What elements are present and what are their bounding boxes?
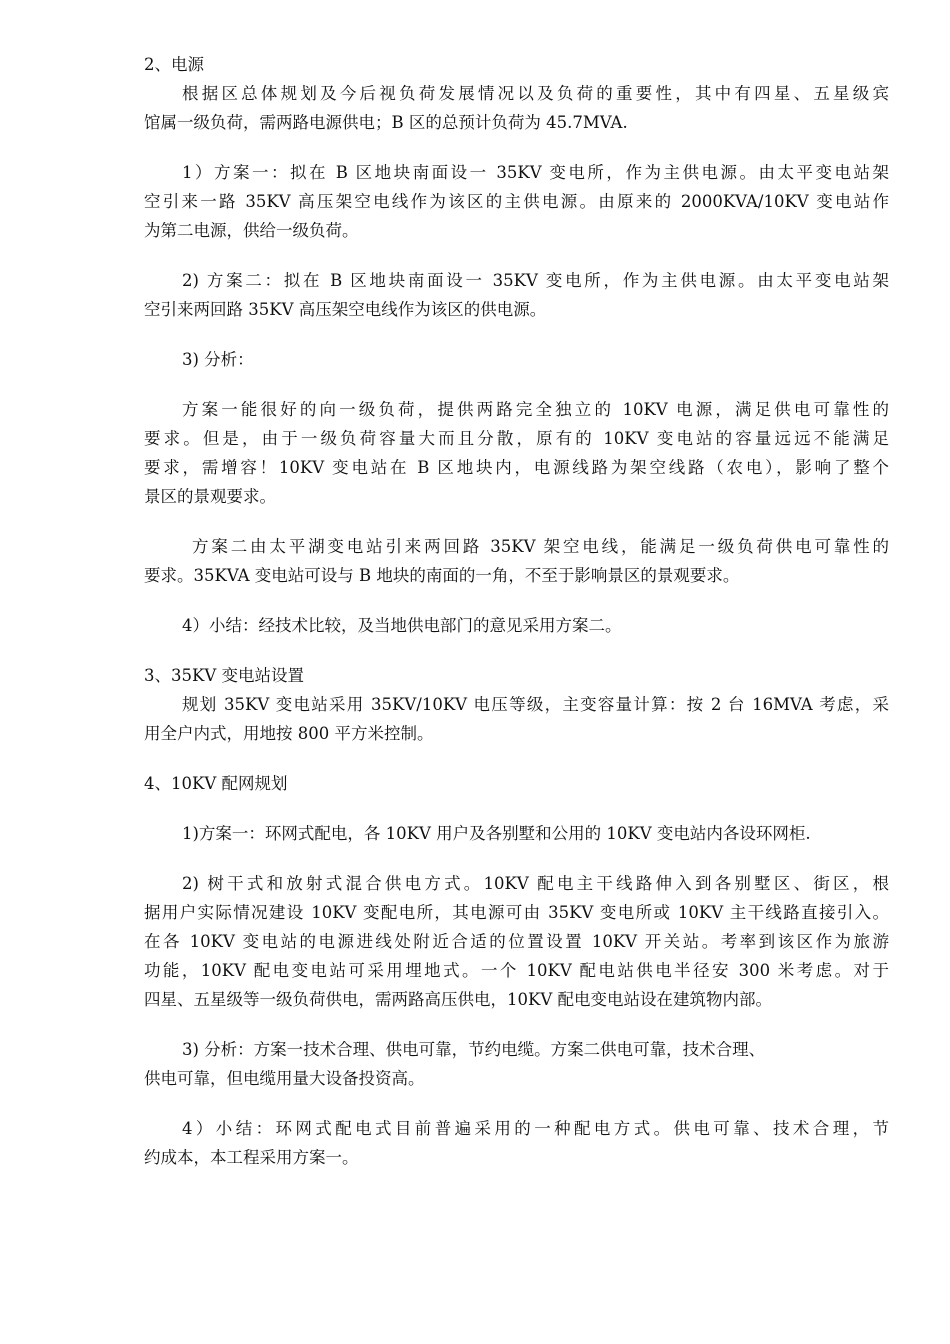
paragraph-line: 空引来两回路 35KV 高压架空电线作为该区的供电源。 — [144, 300, 547, 319]
paragraph-line: 4）小结：环网式配电式目前普遍采用的一种配电方式。供电可靠、技术合理，节 — [182, 1119, 889, 1138]
paragraph-line: 2) 树干式和放射式混合供电方式。10KV 配电主干线路伸入到各别墅区、街区，根 — [182, 874, 889, 893]
paragraph-line: 方案二由太平湖变电站引来两回路 35KV 架空电线，能满足一级负荷供电可靠性的 — [192, 537, 889, 556]
paragraph-line: 为第二电源，供给一级负荷。 — [144, 221, 359, 240]
paragraph-line: 四星、五星级等一级负荷供电，需两路高压供电，10KV 配电变电站设在建筑物内部。 — [144, 990, 772, 1009]
paragraph-line: 功能，10KV 配电变电站可采用埋地式。一个 10KV 配电站供电半径安 300 米考虑。对于 — [144, 961, 889, 980]
paragraph-line: 3) 分析： — [182, 350, 254, 369]
paragraph-line: 1）方案一：拟在 B 区地块南面设一 35KV 变电所，作为主供电源。由太平变电站架 — [182, 163, 889, 182]
paragraph-line: 规划 35KV 变电站采用 35KV/10KV 电压等级，主变容量计算：按 2 台 16MVA 考虑，采 — [182, 695, 889, 714]
paragraph-line: 空引来一路 35KV 高压架空电线作为该区的主供电源。由原来的 2000KVA/10KV 变电站作 — [144, 192, 889, 211]
section-heading-substation: 3、35KV 变电站设置 — [144, 666, 304, 685]
paragraph-line: 方案一能很好的向一级负荷，提供两路完全独立的 10KV 电源，满足供电可靠性的 — [182, 400, 889, 419]
paragraph-line: 4）小结：经技术比较，及当地供电部门的意见采用方案二。 — [182, 616, 622, 635]
section-heading-power: 2、电源 — [144, 55, 204, 74]
paragraph-line: 1)方案一：环网式配电，各 10KV 用户及各别墅和公用的 10KV 变电站内各设环网柜. — [182, 824, 811, 843]
paragraph-line: 要求，需增容！10KV 变电站在 B 区地块内，电源线路为架空线路（农电），影响了整个 — [144, 458, 889, 477]
paragraph-line: 3) 分析：方案一技术合理、供电可靠，节约电缆。方案二供电可靠，技术合理、 — [182, 1040, 766, 1059]
paragraph-line: 在各 10KV 变电站的电源进线处附近合适的位置设置 10KV 开关站。考率到该区作为旅游 — [144, 932, 889, 951]
paragraph-line: 馆属一级负荷，需两路电源供电；B 区的总预计负荷为 45.7MVA. — [144, 113, 628, 132]
paragraph-line: 根据区总体规划及今后视负荷发展情况以及负荷的重要性，其中有四星、五星级宾 — [182, 84, 889, 103]
paragraph-line: 景区的景观要求。 — [144, 487, 276, 506]
section-heading-distribution: 4、10KV 配网规划 — [144, 774, 288, 793]
document-page — [144, 50, 889, 1172]
paragraph-line: 要求。35KVA 变电站可设与 B 地块的南面的一角，不至于影响景区的景观要求。 — [144, 566, 740, 585]
paragraph-line: 供电可靠，但电缆用量大设备投资高。 — [144, 1069, 425, 1088]
paragraph-line: 2) 方案二：拟在 B 区地块南面设一 35KV 变电所，作为主供电源。由太平变电站架 — [182, 271, 889, 290]
paragraph-line: 用全户内式，用地按 800 平方米控制。 — [144, 724, 434, 743]
paragraph-line: 要求。但是，由于一级负荷容量大而且分散，原有的 10KV 变电站的容量远远不能满足 — [144, 429, 889, 448]
paragraph-line: 约成本，本工程采用方案一。 — [144, 1148, 359, 1167]
paragraph-line: 据用户实际情况建设 10KV 变配电所，其电源可由 35KV 变电所或 10KV 主干线路直接引入。 — [144, 903, 889, 922]
